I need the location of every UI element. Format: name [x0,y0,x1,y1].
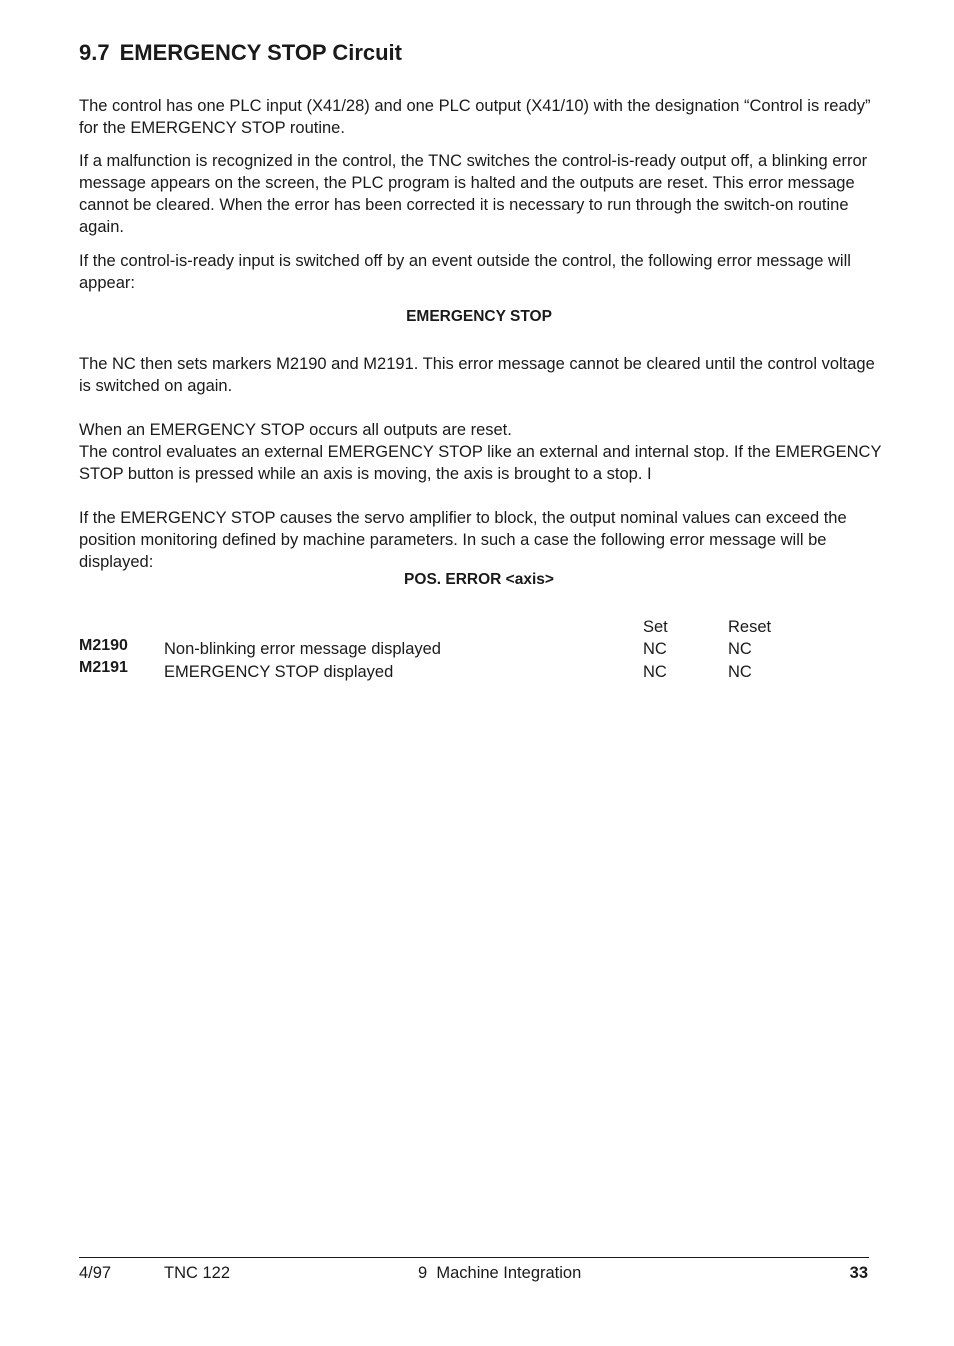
paragraph-plc-io: The control has one PLC input (X41/28) and one PLC output (X41/10) with the designation “Control is ready” for the EMERGENCY STOP routine. [79,97,871,137]
section-heading [79,40,402,66]
marker-description: Non-blinking error message displayed [164,640,441,658]
footer-product: TNC 122 [164,1264,231,1282]
paragraph-external-stop: The control evaluates an external EMERGENCY STOP like an external and internal stop. If the EMERGENCY STOP button is pressed while an axis is moving, the axis is brought to a stop. I [79,443,882,483]
marker-reset-value: NC [728,640,752,658]
paragraph-servo-block: If the EMERGENCY STOP causes the servo amplifier to block, the output nominal values can exceed the position monitoring defined by machine parameters. In such a case the following error message will be displayed: [79,509,847,571]
paragraph-external-event: If the control-is-ready input is switched off by an event outside the control, the following error message will appear: [79,252,851,292]
section-number: 9.7 [79,40,110,65]
section-title: EMERGENCY STOP Circuit [119,40,402,65]
marker-reset-value: NC [728,663,752,681]
column-header-set: Set [643,618,668,636]
error-message-emergency-stop: EMERGENCY STOP [406,308,552,325]
paragraph-outputs-reset: When an EMERGENCY STOP occurs all outputs are reset. [79,421,512,439]
marker-id: M2190 [79,637,128,654]
error-message-pos-error: POS. ERROR <axis> [404,571,554,588]
column-header-reset: Reset [728,618,772,636]
footer-date: 4/97 [79,1264,112,1282]
footer-chapter: 9 Machine Integration [418,1264,582,1282]
marker-set-value: NC [643,640,667,658]
paragraph-markers: The NC then sets markers M2190 and M2191. This error message cannot be cleared until the control voltage is switched on again. [79,355,875,395]
paragraph-malfunction: If a malfunction is recognized in the control, the TNC switches the control-is-ready output off, a blinking error message appears on the screen, the PLC program is halted and the outputs are reset. This error message cannot be cleared. When the error has been corrected it is necessary to run through the switch-on routine again. [79,152,868,236]
marker-description: EMERGENCY STOP displayed [164,663,394,681]
footer-page-number: 33 [849,1264,868,1282]
marker-id: M2191 [79,659,128,676]
marker-set-value: NC [643,663,667,681]
footer-divider [79,1257,869,1258]
